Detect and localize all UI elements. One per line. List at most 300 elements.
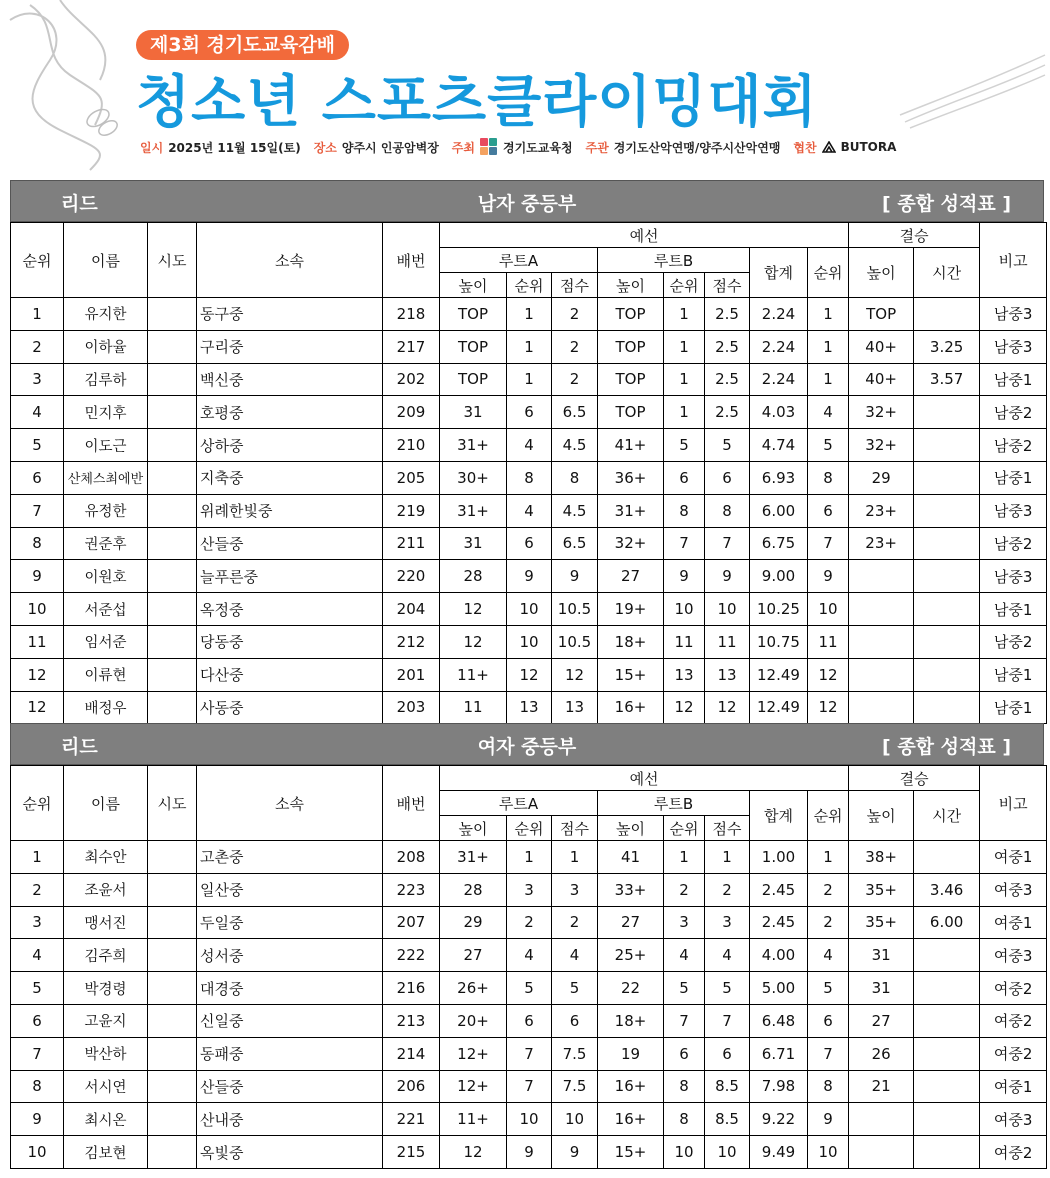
cell-final-time (914, 461, 980, 494)
cell-b-rank: 1 (664, 396, 705, 429)
col-b-rank: 순위 (664, 816, 705, 841)
cell-rank: 4 (11, 396, 64, 429)
cell-final-height: 38+ (849, 841, 914, 874)
cell-b-rank: 1 (664, 841, 705, 874)
cell-final-height: 40+ (849, 363, 914, 396)
cell-b-score: 10 (705, 1136, 750, 1169)
event-name: 리드 (61, 193, 98, 215)
cell-total: 10.75 (750, 625, 808, 658)
cell-b-height: 16+ (598, 1070, 664, 1103)
cell-b-height: 31+ (598, 494, 664, 527)
cell-school: 늘푸른중 (197, 560, 383, 593)
cell-school: 백신중 (197, 363, 383, 396)
cell-total: 6.00 (750, 494, 808, 527)
cell-a-height: 31 (440, 527, 507, 560)
cell-b-rank: 1 (664, 330, 705, 363)
cell-a-rank: 1 (507, 298, 552, 331)
cell-region (148, 939, 197, 972)
cell-total: 12.49 (750, 658, 808, 691)
cell-final-time (914, 841, 980, 874)
cell-b-score: 7 (705, 1004, 750, 1037)
cell-region (148, 560, 197, 593)
cell-bib: 209 (383, 396, 440, 429)
results-table (10, 765, 1047, 1169)
col-final: 결승 (849, 223, 980, 248)
cell-bib: 204 (383, 593, 440, 626)
cell-note: 남중1 (980, 363, 1047, 396)
cell-final-height: 40+ (849, 330, 914, 363)
cell-b-score: 2.5 (705, 330, 750, 363)
cell-name: 산체스최에반 (64, 461, 148, 494)
col-a-score: 점수 (552, 816, 598, 841)
cell-a-height: 31 (440, 396, 507, 429)
table-row (11, 939, 1047, 972)
cell-region (148, 461, 197, 494)
col-route-a: 루트A (440, 248, 598, 273)
cell-rank: 4 (11, 939, 64, 972)
results-body (11, 841, 1047, 1169)
cell-bib: 203 (383, 691, 440, 724)
cell-region (148, 972, 197, 1005)
cell-rank: 3 (11, 906, 64, 939)
cell-a-height: 20+ (440, 1004, 507, 1037)
cell-final-height: 29 (849, 461, 914, 494)
cell-prelim-rank: 1 (808, 330, 849, 363)
cell-prelim-rank: 7 (808, 527, 849, 560)
cell-name: 고윤지 (64, 1004, 148, 1037)
cell-school: 상하중 (197, 429, 383, 462)
cell-a-score: 5 (552, 972, 598, 1005)
cell-b-rank: 8 (664, 1070, 705, 1103)
cell-final-time: 3.46 (914, 873, 980, 906)
cell-a-rank: 12 (507, 658, 552, 691)
cell-region (148, 691, 197, 724)
cell-b-rank: 5 (664, 429, 705, 462)
cell-bib: 215 (383, 1136, 440, 1169)
cell-a-height: 11+ (440, 1103, 507, 1136)
cell-school: 고촌중 (197, 841, 383, 874)
cell-a-height: 12 (440, 1136, 507, 1169)
cell-note: 남중2 (980, 625, 1047, 658)
cell-final-height (849, 691, 914, 724)
cell-b-score: 5 (705, 972, 750, 1005)
cell-prelim-rank: 10 (808, 1136, 849, 1169)
cell-b-height: TOP (598, 330, 664, 363)
table-row (11, 593, 1047, 626)
cell-a-rank: 4 (507, 494, 552, 527)
cell-region (148, 593, 197, 626)
cell-final-height (849, 1136, 914, 1169)
cell-a-score: 6 (552, 1004, 598, 1037)
cell-prelim-rank: 7 (808, 1037, 849, 1070)
cell-a-score: 9 (552, 560, 598, 593)
cell-bib: 213 (383, 1004, 440, 1037)
cell-final-height (849, 593, 914, 626)
cell-name: 이류현 (64, 658, 148, 691)
cell-a-score: 2 (552, 363, 598, 396)
cell-b-height: 27 (598, 560, 664, 593)
cell-a-height: 31+ (440, 841, 507, 874)
cell-school: 동패중 (197, 1037, 383, 1070)
col-a-height: 높이 (440, 816, 507, 841)
cell-region (148, 494, 197, 527)
section-title-bar (10, 180, 1044, 222)
cell-name: 최시온 (64, 1103, 148, 1136)
cell-prelim-rank: 8 (808, 461, 849, 494)
cell-final-time (914, 625, 980, 658)
cell-b-score: 6 (705, 1037, 750, 1070)
cell-b-score: 1 (705, 841, 750, 874)
table-row (11, 527, 1047, 560)
cell-final-height: 35+ (849, 873, 914, 906)
cell-rank: 1 (11, 298, 64, 331)
cell-final-time (914, 972, 980, 1005)
cell-school: 위례한빛중 (197, 494, 383, 527)
cell-total: 5.00 (750, 972, 808, 1005)
table-row (11, 1070, 1047, 1103)
cell-a-rank: 13 (507, 691, 552, 724)
cell-region (148, 625, 197, 658)
cell-note: 남중2 (980, 527, 1047, 560)
cell-name: 맹서진 (64, 906, 148, 939)
cell-bib: 222 (383, 939, 440, 972)
cell-final-height: 35+ (849, 906, 914, 939)
cell-b-score: 8.5 (705, 1070, 750, 1103)
col-b-height: 높이 (598, 816, 664, 841)
cell-name: 서준섭 (64, 593, 148, 626)
cell-total: 7.98 (750, 1070, 808, 1103)
cell-a-score: 10.5 (552, 625, 598, 658)
col-final-time: 시간 (914, 248, 980, 298)
cell-a-score: 8 (552, 461, 598, 494)
cell-final-time (914, 1070, 980, 1103)
col-bib: 배번 (383, 766, 440, 841)
date-label: 일시 (140, 140, 164, 155)
cell-prelim-rank: 12 (808, 658, 849, 691)
cell-b-score: 13 (705, 658, 750, 691)
cell-region (148, 298, 197, 331)
cell-b-height: 22 (598, 972, 664, 1005)
cell-final-time (914, 1004, 980, 1037)
cell-b-height: 25+ (598, 939, 664, 972)
cell-b-rank: 3 (664, 906, 705, 939)
cell-name: 박산하 (64, 1037, 148, 1070)
cell-prelim-rank: 8 (808, 1070, 849, 1103)
cell-final-time (914, 691, 980, 724)
col-total: 합계 (750, 248, 808, 298)
cell-region (148, 658, 197, 691)
cell-a-score: 1 (552, 841, 598, 874)
cell-a-score: 3 (552, 873, 598, 906)
cell-name: 박경령 (64, 972, 148, 1005)
cell-note: 여중2 (980, 1136, 1047, 1169)
cell-note: 여중3 (980, 939, 1047, 972)
cell-b-rank: 12 (664, 691, 705, 724)
cell-note: 남중2 (980, 396, 1047, 429)
cell-region (148, 1004, 197, 1037)
cell-note: 남중1 (980, 593, 1047, 626)
cell-note: 남중3 (980, 330, 1047, 363)
cell-total: 1.00 (750, 841, 808, 874)
cell-rank: 8 (11, 527, 64, 560)
col-prelim-rank: 순위 (808, 248, 849, 298)
cell-name: 민지후 (64, 396, 148, 429)
cell-final-height (849, 1103, 914, 1136)
cell-region (148, 841, 197, 874)
col-prelim: 예선 (440, 766, 849, 791)
cell-b-score: 2.5 (705, 298, 750, 331)
cell-note: 여중2 (980, 1037, 1047, 1070)
cell-name: 조윤서 (64, 873, 148, 906)
cell-b-rank: 7 (664, 1004, 705, 1037)
cell-region (148, 396, 197, 429)
cell-prelim-rank: 9 (808, 560, 849, 593)
col-school: 소속 (197, 766, 383, 841)
cell-final-time (914, 396, 980, 429)
host-value: 경기도교육청 (502, 140, 573, 155)
cell-a-score: 6.5 (552, 527, 598, 560)
cell-total: 2.45 (750, 873, 808, 906)
cell-bib: 207 (383, 906, 440, 939)
table-row (11, 625, 1047, 658)
cell-note: 남중1 (980, 461, 1047, 494)
table-row (11, 873, 1047, 906)
cell-name: 유정한 (64, 494, 148, 527)
cell-b-rank: 11 (664, 625, 705, 658)
cell-region (148, 1136, 197, 1169)
cell-a-rank: 9 (507, 560, 552, 593)
cell-total: 12.49 (750, 691, 808, 724)
cell-a-score: 2 (552, 298, 598, 331)
event-info-line (140, 138, 904, 156)
cell-b-height: 15+ (598, 1136, 664, 1169)
cell-prelim-rank: 6 (808, 494, 849, 527)
cell-total: 2.24 (750, 330, 808, 363)
cell-a-height: TOP (440, 298, 507, 331)
col-total: 합계 (750, 791, 808, 841)
col-note: 비고 (980, 766, 1047, 841)
cell-note: 여중2 (980, 972, 1047, 1005)
cell-rank: 8 (11, 1070, 64, 1103)
col-region: 시도 (148, 223, 197, 298)
cell-a-height: TOP (440, 330, 507, 363)
table-row (11, 429, 1047, 462)
cell-rank: 3 (11, 363, 64, 396)
cell-school: 동구중 (197, 298, 383, 331)
cell-final-time (914, 429, 980, 462)
cell-a-height: 12 (440, 593, 507, 626)
cell-a-score: 13 (552, 691, 598, 724)
cell-note: 남중1 (980, 658, 1047, 691)
cell-region (148, 1103, 197, 1136)
cell-a-height: 12+ (440, 1037, 507, 1070)
cell-b-score: 8.5 (705, 1103, 750, 1136)
cell-final-time (914, 560, 980, 593)
cell-final-time (914, 298, 980, 331)
cell-b-score: 2.5 (705, 363, 750, 396)
cell-b-rank: 1 (664, 363, 705, 396)
table-row (11, 494, 1047, 527)
cell-region (148, 873, 197, 906)
col-name: 이름 (64, 766, 148, 841)
cell-bib: 210 (383, 429, 440, 462)
cell-a-height: TOP (440, 363, 507, 396)
cell-a-height: 11+ (440, 658, 507, 691)
col-rank: 순위 (11, 766, 64, 841)
cell-b-height: TOP (598, 298, 664, 331)
cell-rank: 7 (11, 494, 64, 527)
cell-bib: 221 (383, 1103, 440, 1136)
col-note: 비고 (980, 223, 1047, 298)
cell-b-rank: 7 (664, 527, 705, 560)
cell-note: 여중2 (980, 1004, 1047, 1037)
cell-name: 이원호 (64, 560, 148, 593)
cell-total: 2.24 (750, 298, 808, 331)
cell-a-score: 4 (552, 939, 598, 972)
cell-total: 6.71 (750, 1037, 808, 1070)
cell-a-height: 31+ (440, 494, 507, 527)
cell-total: 9.49 (750, 1136, 808, 1169)
division-name: 남자 중등부 (477, 193, 577, 215)
cell-b-score: 2.5 (705, 396, 750, 429)
table-row (11, 560, 1047, 593)
cell-final-time (914, 939, 980, 972)
cell-note: 남중3 (980, 560, 1047, 593)
cell-final-height: 27 (849, 1004, 914, 1037)
results-section-girls (10, 723, 1044, 1169)
table-row (11, 906, 1047, 939)
cell-note: 여중1 (980, 841, 1047, 874)
cell-a-score: 9 (552, 1136, 598, 1169)
cell-bib: 220 (383, 560, 440, 593)
cell-bib: 202 (383, 363, 440, 396)
cell-bib: 219 (383, 494, 440, 527)
cell-a-height: 27 (440, 939, 507, 972)
cell-b-height: 15+ (598, 658, 664, 691)
division-name: 여자 중등부 (477, 736, 577, 758)
cell-a-score: 10.5 (552, 593, 598, 626)
cell-final-time: 3.25 (914, 330, 980, 363)
cell-rank: 5 (11, 429, 64, 462)
cell-name: 최수안 (64, 841, 148, 874)
cell-final-height: 23+ (849, 494, 914, 527)
cell-b-score: 4 (705, 939, 750, 972)
cell-total: 2.45 (750, 906, 808, 939)
cell-b-score: 5 (705, 429, 750, 462)
cell-b-score: 9 (705, 560, 750, 593)
cell-b-rank: 10 (664, 593, 705, 626)
cell-b-rank: 9 (664, 560, 705, 593)
cell-b-score: 3 (705, 906, 750, 939)
cell-region (148, 1070, 197, 1103)
cell-bib: 212 (383, 625, 440, 658)
cell-b-height: 41 (598, 841, 664, 874)
cell-b-rank: 5 (664, 972, 705, 1005)
cell-a-rank: 3 (507, 873, 552, 906)
cell-a-rank: 8 (507, 461, 552, 494)
results-body (11, 298, 1047, 724)
cell-bib: 217 (383, 330, 440, 363)
col-route-b: 루트B (598, 791, 750, 816)
cell-final-time (914, 527, 980, 560)
cell-rank: 11 (11, 625, 64, 658)
cell-b-height: 16+ (598, 1103, 664, 1136)
cell-prelim-rank: 4 (808, 939, 849, 972)
col-school: 소속 (197, 223, 383, 298)
sponsor-value: BUTORA (840, 140, 897, 154)
cell-b-height: TOP (598, 396, 664, 429)
cell-a-rank: 1 (507, 330, 552, 363)
table-row (11, 691, 1047, 724)
cell-note: 여중3 (980, 873, 1047, 906)
event-badge: 제3회 경기도교육감배 (136, 30, 349, 60)
cell-note: 남중2 (980, 429, 1047, 462)
cell-a-rank: 10 (507, 1103, 552, 1136)
cell-region (148, 429, 197, 462)
cell-name: 서시연 (64, 1070, 148, 1103)
cell-region (148, 906, 197, 939)
cell-b-height: 16+ (598, 691, 664, 724)
cell-a-rank: 1 (507, 363, 552, 396)
cell-bib: 208 (383, 841, 440, 874)
cell-final-time (914, 1136, 980, 1169)
col-prelim: 예선 (440, 223, 849, 248)
cell-a-score: 12 (552, 658, 598, 691)
cell-prelim-rank: 1 (808, 298, 849, 331)
cell-b-score: 2 (705, 873, 750, 906)
cell-b-height: 33+ (598, 873, 664, 906)
cell-prelim-rank: 2 (808, 873, 849, 906)
table-row (11, 1136, 1047, 1169)
cell-note: 남중3 (980, 298, 1047, 331)
cell-total: 10.25 (750, 593, 808, 626)
cell-total: 9.00 (750, 560, 808, 593)
cell-bib: 205 (383, 461, 440, 494)
col-region: 시도 (148, 766, 197, 841)
sponsor-label: 협찬 (793, 140, 817, 155)
cell-final-height: 31 (849, 939, 914, 972)
cell-bib: 218 (383, 298, 440, 331)
cell-a-height: 29 (440, 906, 507, 939)
butora-logo-icon (822, 141, 836, 153)
cell-rank: 1 (11, 841, 64, 874)
main-title: 청소년 스포츠클라이밍대회 (136, 70, 818, 135)
cell-rank: 6 (11, 461, 64, 494)
cell-rank: 10 (11, 593, 64, 626)
cell-final-time: 3.57 (914, 363, 980, 396)
cell-school: 신일중 (197, 1004, 383, 1037)
cell-name: 이도근 (64, 429, 148, 462)
cell-b-rank: 8 (664, 1103, 705, 1136)
cell-b-height: 18+ (598, 1004, 664, 1037)
cell-final-time (914, 658, 980, 691)
cell-prelim-rank: 5 (808, 429, 849, 462)
cell-bib: 214 (383, 1037, 440, 1070)
cell-school: 두일중 (197, 906, 383, 939)
cell-b-rank: 6 (664, 1037, 705, 1070)
cell-a-score: 4.5 (552, 429, 598, 462)
cell-b-height: 18+ (598, 625, 664, 658)
sheet-label: [ 종합 성적표 ] (882, 736, 1011, 758)
cell-a-rank: 1 (507, 841, 552, 874)
cell-final-height: 31 (849, 972, 914, 1005)
cell-final-time: 6.00 (914, 906, 980, 939)
cell-a-height: 30+ (440, 461, 507, 494)
cell-a-rank: 6 (507, 1004, 552, 1037)
cell-a-height: 26+ (440, 972, 507, 1005)
cell-final-height (849, 560, 914, 593)
cell-b-rank: 10 (664, 1136, 705, 1169)
